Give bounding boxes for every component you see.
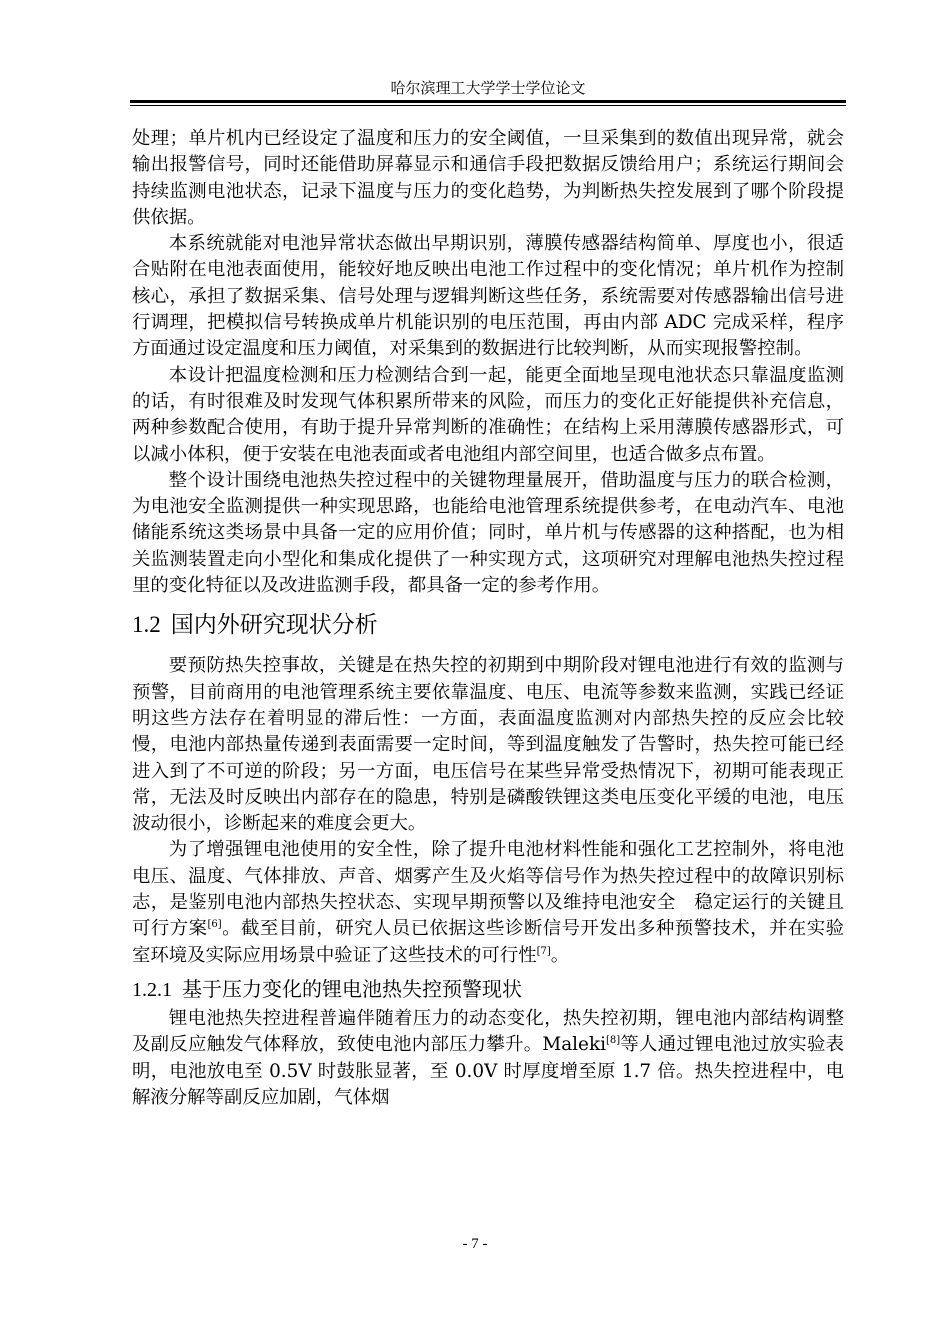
subsection-number: 1.2.1 — [132, 978, 172, 1001]
paragraph-text: 为了增强锂电池使用的安全性，除了提升电池材料性能和强化工艺控制外，将电池电压、温度、气体排放、声音、烟雾产生及火焰等信号作为热失控过程中的故障识别标志，是鉴别电池内部热失控状态、实现早期预警以及维持电池安全 稳定运行的关键且可行方案 — [132, 839, 844, 940]
subsection-title: 基于压力变化的锂电池热失控预警现状 — [182, 976, 522, 1001]
header-rule-thick — [130, 100, 846, 103]
paragraph-text: 锂电池热失控进程普遍伴随着压力的动态变化，热失控初期，锂电池内部结构调整及副反应触发气体释放，致使电池内部压力攀升。Maleki — [132, 1007, 844, 1056]
header-rule-thin — [130, 105, 846, 106]
section-title: 国内外研究现状分析 — [170, 612, 378, 639]
paragraph — [132, 1006, 844, 1111]
body-text — [132, 126, 844, 1111]
paragraph: 要预防热失控事故，关键是在热失控的初期到中期阶段对锂电池进行有效的监测与预警，目前商用的电池管理系统主要依靠温度、电压、电流等参数来监测，实践已经证明这些方法存在着明显的滞后性：一方面，表面温度监测对内部热失控的反应会比较慢，电池内部热量传递到表面需要一定时间，等到温度触发了告警时，热失控可能已经进入到了不可逆的阶段；另一方面，电压信号在某些异常受热情况下，初期可能表现正常，无法及时反映出内部存在的隐患，特别是磷酸铁锂这类电压变化平缓的电池，电压波动很小，诊断起来的难度会更大。 — [132, 655, 844, 835]
paragraph: 整个设计围绕电池热失控过程中的关键物理量展开，借助温度与压力的联合检测，为电池安全监测提供一种实现思路，也能给电池管理系统提供参考，在电动汽车、电池储能系统这类场景中具备一定的应用价值；同时，单片机与传感器的这种搭配，也为相关监测装置走向小型化和集成化提供了一种实现方式，这项研究对理解电池热失控过程里的变化特征以及改进监测手段，都具备一定的参考作用。 — [132, 469, 844, 597]
paragraph — [132, 837, 844, 968]
section-number: 1.2 — [132, 612, 161, 638]
section-heading — [132, 609, 844, 641]
paragraph: 本系统就能对电池异常状态做出早期识别，薄膜传感器结构简单、厚度也小，很适合贴附在电池表面使用，能较好地反映出电池工作过程中的变化情况；单片机作为控制核心，承担了数据采集、信号处理与逻辑判断这些任务，系统需要对传感器输出信号进行调理，把模拟信号转换成单片机能识别的电压范围，再由内部 ADC 完成采样，程序方面通过设定温度和压力阈值，对采集到的数据进行比较判断，从而实现报警控制。 — [132, 233, 844, 360]
citation-ref: [7] — [536, 945, 551, 957]
paragraph: 处理；单片机内已经设定了温度和压力的安全阈值，一旦采集到的数值出现异常，就会输出报警信号，同时还能借助屏幕显示和通信手段把数据反馈给用户；系统运行期间会持续监测电池状态，记录下温度与压力的变化趋势，为判断热失控发展到了哪个阶段提供依据。 — [132, 128, 844, 228]
paragraph-text: 。 — [550, 944, 570, 966]
page-number: - 7 - — [462, 1236, 488, 1252]
paragraph-text: 等人通过锂电池过放实验表明，电池放电至 0.5V 时鼓胀显著，至 0.0V 时厚度增至原 1.7 倍。热失控进程中，电解液分解等副反应加剧，气体烟 — [132, 1034, 844, 1108]
running-header: 哈尔滨理工大学学士学位论文 — [390, 79, 586, 97]
paragraph-text: 。截至目前，研究人员已依据这些诊断信号开发出多种预警技术，并在实验室环境及实际应用场景中验证了这些技术的可行性 — [132, 918, 844, 966]
subsection-heading — [132, 975, 844, 1004]
citation-ref: [6] — [207, 919, 222, 931]
citation-ref: [8] — [605, 1035, 621, 1047]
paragraph: 本设计把温度检测和压力检测结合到一起，能更全面地呈现电池状态只靠温度监测的话，有时很难及时发现气体积累所带来的风险，而压力的变化正好能提供补充信息，两种参数配合使用，有助于提升异常判断的准确性；在结构上采用薄膜传感器形式，可以减小体积，便于安装在电池表面或者电池组内部空间里，也适合做多点布置。 — [132, 364, 844, 465]
